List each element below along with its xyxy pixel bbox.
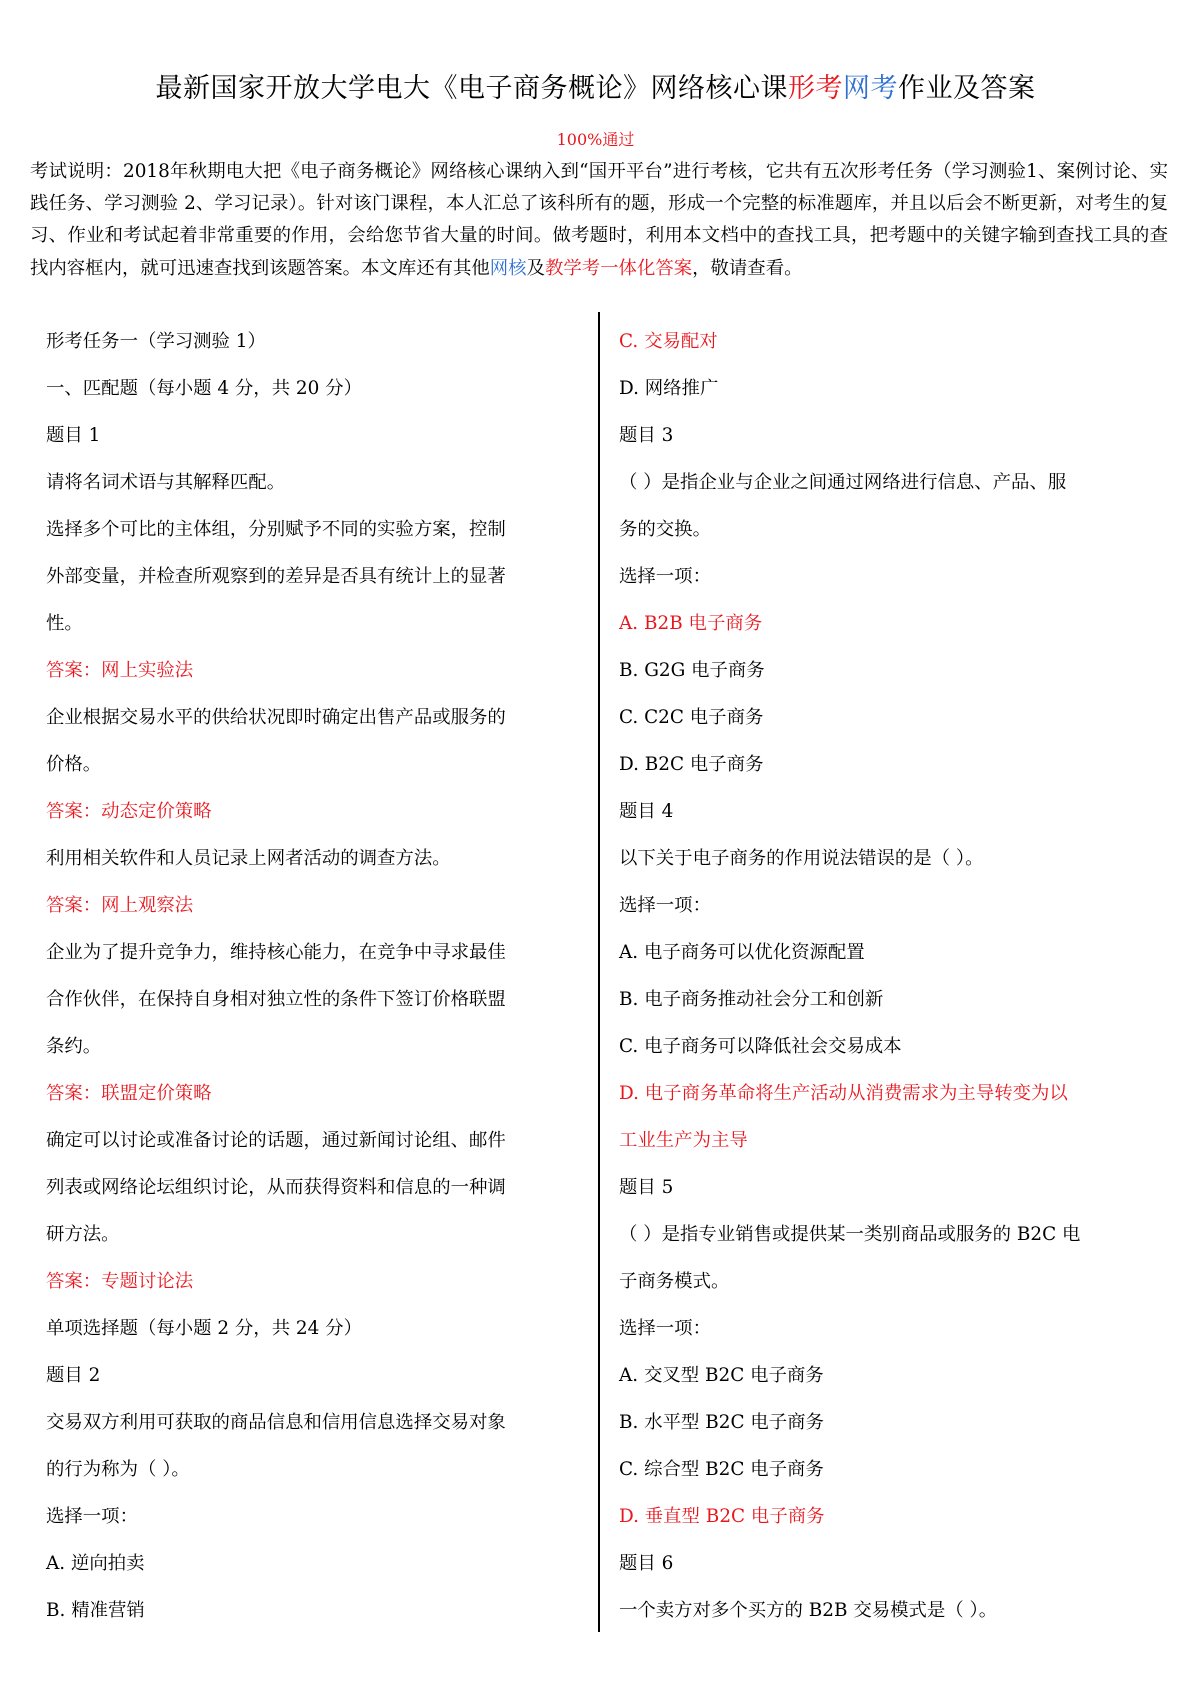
question-line: 合作伙伴，在保持自身相对独立性的条件下签订价格联盟 <box>46 989 506 1010</box>
question-line: 价格。 <box>46 754 102 775</box>
intro-link-wanghe[interactable]: 网核 <box>489 257 527 279</box>
title-highlight-blue: 网考 <box>843 73 898 104</box>
intro-link-integrated-answers[interactable]: 教学考一体化答案 <box>544 257 693 279</box>
question-line: 题目 6 <box>619 1553 674 1574</box>
question-line: 单项选择题（每小题 2 分，共 24 分） <box>46 1318 362 1339</box>
question-line: 外部变量，并检查所观察到的差异是否具有统计上的显著 <box>46 566 506 587</box>
question-line: C. 综合型 B2C 电子商务 <box>619 1459 824 1480</box>
question-line: A. 电子商务可以优化资源配置 <box>619 942 865 963</box>
answer-line: 工业生产为主导 <box>619 1130 748 1151</box>
question-line: 选择多个可比的主体组，分别赋予不同的实验方案，控制 <box>46 519 506 540</box>
question-line: 企业为了提升竞争力，维持核心能力，在竞争中寻求最佳 <box>46 942 506 963</box>
question-line: 确定可以讨论或准备讨论的话题，通过新闻讨论组、邮件 <box>46 1130 506 1151</box>
question-line: 题目 5 <box>619 1177 674 1198</box>
question-line: 请将名词术语与其解释匹配。 <box>46 472 286 493</box>
question-line: B. G2G 电子商务 <box>619 660 765 681</box>
question-line: 子商务模式。 <box>619 1271 730 1292</box>
question-line: 的行为称为（ ）。 <box>46 1459 190 1480</box>
question-line: 题目 2 <box>46 1365 101 1386</box>
question-line: 条约。 <box>46 1036 102 1057</box>
question-line: 务的交换。 <box>619 519 711 540</box>
title-main: 最新国家开放大学电大《电子商务概论》网络核心课 <box>155 73 788 104</box>
question-line: 利用相关软件和人员记录上网者活动的调查方法。 <box>46 848 451 869</box>
intro-paragraph <box>30 156 1168 285</box>
title-highlight-red: 形考 <box>788 73 843 104</box>
question-line: （ ）是指专业销售或提供某一类别商品或服务的 B2C 电 <box>619 1224 1081 1245</box>
answer-line: 答案：网上实验法 <box>46 660 194 681</box>
question-line: B. 精准营销 <box>46 1600 145 1621</box>
question-line: C. 电子商务可以降低社会交易成本 <box>619 1036 902 1057</box>
question-line: 选择一项： <box>619 1318 711 1339</box>
question-line: D. 网络推广 <box>619 378 719 399</box>
question-line: 选择一项： <box>46 1506 138 1527</box>
right-column <box>619 318 1157 1634</box>
question-line: 一、匹配题（每小题 4 分，共 20 分） <box>46 378 362 399</box>
question-line: B. 水平型 B2C 电子商务 <box>619 1412 824 1433</box>
answer-line: 答案：专题讨论法 <box>46 1271 194 1292</box>
question-line: A. 交叉型 B2C 电子商务 <box>619 1365 824 1386</box>
answer-line: D. 垂直型 B2C 电子商务 <box>619 1506 825 1527</box>
question-line: C. C2C 电子商务 <box>619 707 764 728</box>
question-line: 企业根据交易水平的供给状况即时确定出售产品或服务的 <box>46 707 506 728</box>
answer-line: 答案：网上观察法 <box>46 895 194 916</box>
question-line: 交易双方利用可获取的商品信息和信用信息选择交易对象 <box>46 1412 506 1433</box>
intro-text-and: 及 <box>526 257 545 279</box>
document-title <box>0 66 1191 105</box>
left-column <box>46 318 584 1634</box>
question-line: D. B2C 电子商务 <box>619 754 764 775</box>
question-line: 一个卖方对多个买方的 B2B 交易模式是（ ）。 <box>619 1600 998 1621</box>
question-line: 题目 3 <box>619 425 674 446</box>
question-line: 题目 4 <box>619 801 674 822</box>
question-line: （ ）是指企业与企业之间通过网络进行信息、产品、服 <box>619 472 1067 493</box>
question-line: 选择一项： <box>619 566 711 587</box>
answer-line: A. B2B 电子商务 <box>619 613 763 634</box>
question-line: 形考任务一（学习测验 1） <box>46 331 266 352</box>
subtitle: 100%通过 <box>556 130 635 149</box>
question-line: 选择一项： <box>619 895 711 916</box>
question-line: 以下关于电子商务的作用说法错误的是（ ）。 <box>619 848 984 869</box>
question-line: 性。 <box>46 613 83 634</box>
question-line: 题目 1 <box>46 425 101 446</box>
question-line: 列表或网络论坛组织讨论，从而获得资料和信息的一种调 <box>46 1177 506 1198</box>
answer-line: 答案：联盟定价策略 <box>46 1083 212 1104</box>
answer-line: 答案：动态定价策略 <box>46 801 212 822</box>
question-line: A. 逆向拍卖 <box>46 1553 145 1574</box>
title-tail: 作业及答案 <box>898 73 1036 104</box>
answer-line: D. 电子商务革命将生产活动从消费需求为主导转变为以 <box>619 1083 1068 1104</box>
intro-text-end: ，敬请查看。 <box>692 257 803 279</box>
question-line: 研方法。 <box>46 1224 120 1245</box>
intro-text: 考试说明：2018年秋期电大把《电子商务概论》网络核心课纳入到“国开平台”进行考核，它共有五次形考任务（学习测验1、案例讨论、实践任务、学习测验 2、学习记录）。针对该门课程，本人汇总了该科所有的题，形成一个完整的标准题库，并且以后会不断更新，对考生的复习、作业和考试起着非常重要的作用，会给您节省大量的时间。做考题时，利用本文档中的查找工具，把考题中的关键字输到查找工具的查找内容框内，就可迅速查找到该题答案。本文库还有其他 <box>30 161 1168 279</box>
question-line: B. 电子商务推动社会分工和创新 <box>619 989 884 1010</box>
column-divider <box>598 312 600 1632</box>
answer-line: C. 交易配对 <box>619 331 718 352</box>
